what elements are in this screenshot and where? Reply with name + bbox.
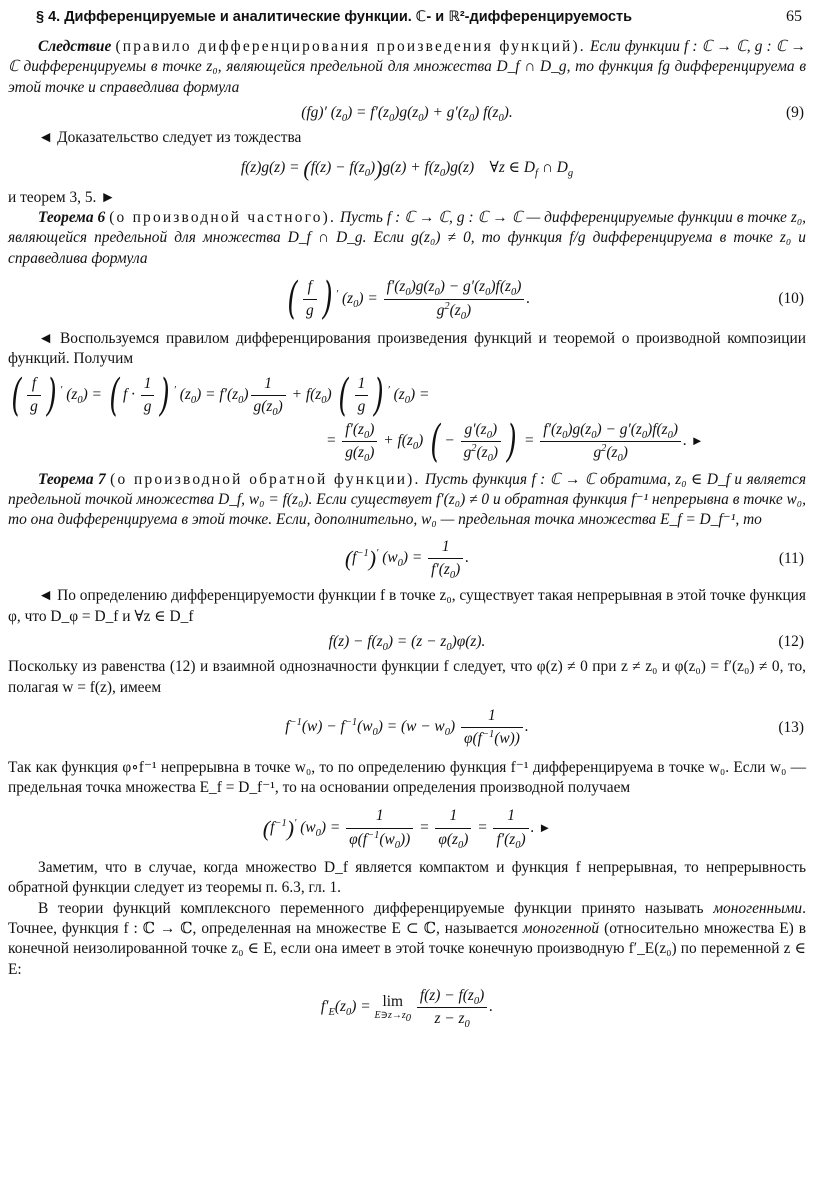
theorem6-label: Теорема 6: [38, 209, 106, 227]
theorem6-paragraph: [8, 208, 806, 269]
equation-10: ( $\frac{f}{g}$ ) ′ $(z_0)$ = $\frac{f'(z_0)g(z_0) - g'(z_0)f(z_0)}{g^2(z_0)}$ . (10): [287, 273, 804, 325]
corollary-title: (правило дифференцирования произведения функций).: [115, 38, 586, 56]
proof3-p3: Так как функция φ∘f⁻¹ непрерывна в точке w₀, то по определению функция f⁻¹ дифференцируема в точке w₀. Если w₀ — предельная точка множества E_f = D_f⁻¹, то на основании определения производной получаем: [8, 758, 806, 797]
equation-number-11: (11): [778, 549, 804, 567]
monogenic-text-1: В теории функций комплексного переменного дифференцируемые функции принято называть: [38, 899, 704, 917]
theorem7-paragraph: [8, 470, 806, 531]
equation-number-13: (13): [778, 718, 804, 736]
quotient-derivation-line1: ( $\frac{f}{g}$ ) ′ $(z_0)$ = ( f · $\frac{1}{g}$ ) ′ $(z_0) = f'(z_0)$ $\frac{1}{g(z_0)}$ + $f(z_0)$ ( $\frac{1}{g}$ ) ′ $(z_0)$ =: [11, 369, 430, 421]
monogenic-term-1: моногенными: [713, 899, 803, 917]
identity-equation: $f(z)g(z) = (f(z) - f(z_0))g(z) + f(z_0)g(z)$ ∀z ∈ $D_f$ ∩ $D_g$: [240, 155, 574, 181]
corollary-paragraph: [8, 37, 806, 98]
proof2-intro: ◄ Воспользуемся правилом дифференцирования произведения функций и теоремой о производной композиции функций. Получим: [8, 330, 806, 368]
equation-number-12: (12): [778, 633, 804, 651]
monogenic-paragraph: [8, 899, 806, 980]
proof3-p1: ◄ По определению дифференцируемости функции f в точке z₀, существует такая непрерывная в этой точке функция φ, что D_φ = D_f и ∀z ∈ D_f: [8, 587, 806, 625]
page-number: 65: [786, 8, 802, 25]
theorem6-title: (о производной частного).: [109, 209, 337, 227]
remark-paragraph: Заметим, что в случае, когда множество D_f является компактом и функция f непрерывная, то непрерывность обратной функции следует из теоремы п. 6.3, гл. 1.: [8, 859, 806, 897]
proof1-outro: и теорем 3, 5. ►: [8, 188, 116, 206]
monogenic-limit-definition: $f'_E(z_0)$ = lim $E∋z\to z_0$ $\frac{f(z) - f(z_0)}{z - z_0}$ .: [320, 986, 494, 1031]
equation-number-9: (9): [786, 104, 804, 122]
corollary-statement: Если функции f : ℂ → ℂ, g : ℂ → ℂ дифференцируемы в точке z₀, являющейся предельной для множества D_f ∩ D_g, то функция fg дифференцируема в этой точке и справедлива формула: [8, 38, 807, 96]
quotient-derivation-line2: = $\frac{f'(z_0)}{g(z_0)}$ + $f(z_0)$ ( − $\frac{g'(z_0)}{g^2(z_0)}$ ) = $\frac{f'(z_0)g(z_0) - g'(z_0)f(z_0)}{g^2(z_0)}$ . ►: [326, 415, 704, 467]
monogenic-term-2: моногенной: [522, 920, 600, 937]
header-title: § 4. Дифференцируемые и аналитические функции. ℂ- и ℝ²-дифференцируемость: [36, 9, 633, 25]
theorem7-statement: Пусть функция f : ℂ → ℂ обратима, z₀ ∈ D_f и является предельной точкой множества D_f, w₀ = f(z₀). Если существует f′(z₀) ≠ 0 и обратная функция f⁻¹ непрерывна в точке w₀, то она дифференцируема в этой точке. Если, дополнительно, w₀ — предельная точка множества E_f = D_f⁻¹, то: [8, 470, 807, 529]
equation-number-10: (10): [778, 289, 804, 307]
running-header: [36, 6, 802, 27]
equation-12: $f(z) - f(z_0) = (z - z_0)\varphi(z)$. (12): [328, 633, 804, 654]
inverse-derivative-result: $(f^{-1})'$ $(w_0)$ = $\frac{1}{\varphi(f^{-1}(w_0))}$ = $\frac{1}{\varphi(z_0)}$ = $\frac{1}{f'(z_0)}$ . ►: [262, 807, 552, 851]
monogenic-text-3: (относительно множества E) в конечной неизолированной точке z₀ ∈ E, если она имеет в этой точке конечную производную f′_E(z₀) по переменной z ∈ E:: [8, 920, 806, 978]
monogenic-text-2: . Точнее, функция f : ℂ → ℂ, определенная на множестве E ⊂ ℂ, называется: [8, 899, 806, 937]
theorem6-statement: Пусть f : ℂ → ℂ, g : ℂ → ℂ — дифференцируемые функции в точке z₀, являющейся предельной для множества D_f ∩ D_g. Если g(z₀) ≠ 0, то функция f/g дифференцируема в точке z₀ и справедлива формула: [8, 209, 807, 267]
corollary-label: Следствие: [38, 38, 112, 56]
proof3-p2: Поскольку из равенства (12) и взаимной однозначности функции f следует, что φ(z) ≠ 0 при z ≠ z₀ и φ(z₀) = f′(z₀) ≠ 0, то, полагая w = f(z), имеем: [8, 658, 806, 696]
equation-13: $f^{-1}(w) - f^{-1}(w_0) = (w - w_0)$ $\frac{1}{\varphi(f^{-1}(w))}$ . (13): [285, 707, 804, 748]
page: [8, 6, 806, 1030]
equation-11: $(f^{-1})'$ $(w_0)$ = $\frac{1}{f'(z_0)}$ . (11): [344, 537, 804, 582]
proof1-intro: ◄ Доказательство следует из тождества: [38, 129, 302, 147]
theorem7-title: (о производной обратной функции).: [110, 470, 421, 488]
theorem7-label: Теорема 7: [38, 470, 106, 488]
equation-9: (fg)′ $(z_0) = f'(z_0)g(z_0) + g'(z_0)$ $f(z_0)$. (9): [301, 104, 804, 125]
